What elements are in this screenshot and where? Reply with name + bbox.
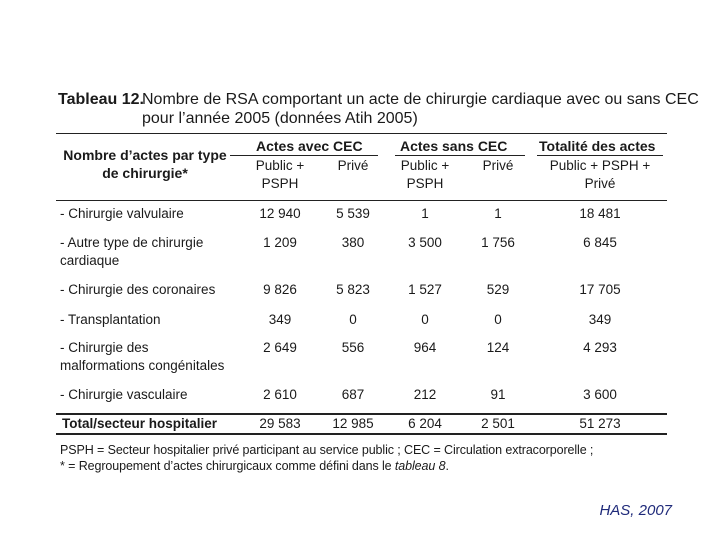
cell-avec-cec-prive: 0 [349,312,357,327]
cell-avec-cec-public: 349 [268,312,292,327]
cell-avec-cec-public: 1 209 [263,235,297,250]
cell-sans-cec-public: 0 [421,312,429,327]
row-label: - Chirurgie des coronaires [60,282,216,297]
cell-avec-cec-prive: 687 [341,387,365,402]
cell-totalite: 18 481 [579,206,621,221]
group-header-sans-cec: Actes sans CEC [400,138,508,154]
row-label-continued: malformations congénitales [60,358,225,373]
cell-avec-cec-prive: 5 539 [336,206,370,221]
cell-sans-cec-prive: 0 [494,312,502,327]
subheader-public-psph-2-line-1: Public + [400,158,450,173]
total-cell-sans-public: 6 204 [408,416,442,431]
cell-sans-cec-prive: 91 [490,387,506,402]
cell-sans-cec-prive: 124 [486,340,510,355]
table-top-rule [56,133,667,134]
cell-avec-cec-prive: 556 [341,340,365,355]
cell-avec-cec-public: 12 940 [259,206,301,221]
group-rule-avec-cec [230,155,378,156]
group-header-totalite: Totalité des actes [539,138,656,154]
row-header-line-2: de chirurgie* [102,165,188,181]
subheader-public-psph-2-line-2: PSPH [406,176,444,191]
cell-totalite: 17 705 [579,282,621,297]
caption-line-1: Nombre de RSA comportant un acte de chirurgie cardiaque avec ou sans CEC [142,91,699,108]
cell-sans-cec-prive: 1 756 [481,235,515,250]
caption-line-2: pour l’année 2005 (données Atih 2005) [142,110,418,127]
group-rule-sans-cec [395,155,525,156]
note-line-1: PSPH = Secteur hospitalier privé participant au service public ; CEC = Circulation extracorporelle ; [60,443,594,457]
source-credit: HAS, 2007 [599,502,672,519]
row-label: - Chirurgie valvulaire [60,206,184,221]
total-cell-avec-prive: 12 985 [332,416,374,431]
row-label: - Transplantation [60,312,161,327]
row-label: - Chirurgie vasculaire [60,387,188,402]
cell-totalite: 349 [588,312,612,327]
subheader-total-line-1: Public + PSPH + [549,158,651,173]
note-line-2: * = Regroupement d’actes chirurgicaux comme défini dans le tableau 8. [60,459,449,473]
subheader-public-psph-1-line-2: PSPH [261,176,299,191]
row-label-continued: cardiaque [60,253,120,268]
subheader-public-psph-1-line-1: Public + [255,158,305,173]
subheader-total-line-2: Privé [584,176,616,191]
cell-avec-cec-prive: 5 823 [336,282,370,297]
total-label: Total/secteur hospitalier [62,416,218,431]
cell-avec-cec-public: 2 610 [263,387,297,402]
cell-totalite: 3 600 [583,387,617,402]
cell-sans-cec-public: 1 527 [408,282,442,297]
cell-sans-cec-prive: 529 [486,282,510,297]
total-cell-sans-prive: 2 501 [481,416,515,431]
cell-sans-cec-public: 1 [421,206,429,221]
table-header-rule [56,200,667,201]
subheader-prive-1: Privé [337,158,369,173]
cell-sans-cec-prive: 1 [494,206,502,221]
cell-avec-cec-public: 2 649 [263,340,297,355]
caption-label: Tableau 12. [58,91,144,108]
total-cell-totalite: 51 273 [579,416,621,431]
row-header-line-1: Nombre d’actes par type [63,147,227,163]
group-rule-totalite [537,155,663,156]
total-cell-avec-public: 29 583 [259,416,301,431]
row-label: - Chirurgie des [60,340,149,355]
cell-totalite: 4 293 [583,340,617,355]
cell-totalite: 6 845 [583,235,617,250]
cell-avec-cec-prive: 380 [341,235,365,250]
subheader-prive-2: Privé [482,158,514,173]
group-header-avec-cec: Actes avec CEC [256,138,363,154]
cell-avec-cec-public: 9 826 [263,282,297,297]
cell-sans-cec-public: 3 500 [408,235,442,250]
cell-sans-cec-public: 212 [413,387,437,402]
cell-sans-cec-public: 964 [413,340,437,355]
row-label: - Autre type de chirurgie [60,235,204,250]
